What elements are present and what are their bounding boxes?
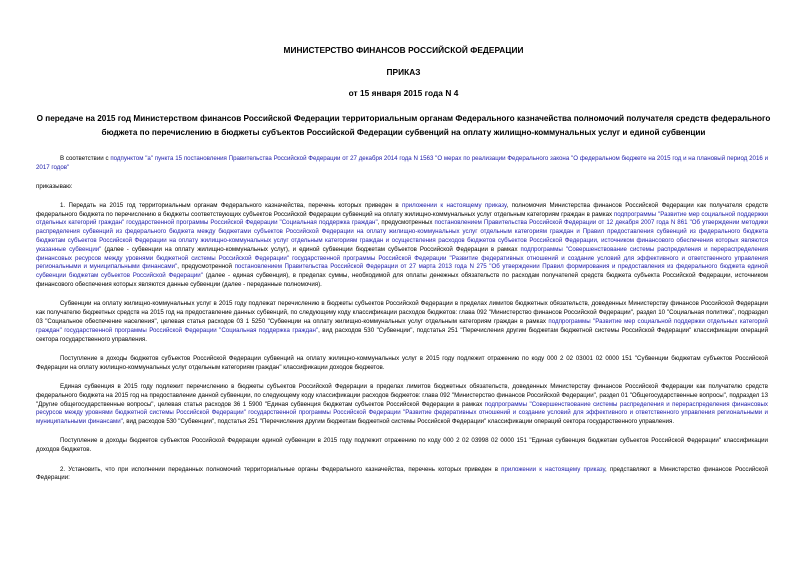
paragraph-item-2 — [36, 466, 768, 484]
link-subprogram-finance-distribution-2[interactable]: подпрограммы "Совершенствование системы распределения и перераспределения финансовых ресурсов между уровнями бюджетной системы Российской Федерации" государственной программы Российской Федерации "Развитие федеративных отношений и создание условий для эффективного и ответственного управления региональными и муниципальными финансами" — [36, 400, 768, 426]
link-subprogram-finance-distribution[interactable]: подпрограммы "Совершенствование системы распределения и перераспределения финансовых ресурсов между уровнями бюджетной системы Российской Федерации" государственной программы Российской Федерации "Развитие федеративных отношений и создание условий для эффективного и ответственного управления региональными и муниципальными финансами" — [36, 245, 768, 271]
ministry-heading: МИНИСТЕРСТВО ФИНАНСОВ РОССИЙСКОЙ ФЕДЕРАЦИИ — [283, 45, 524, 55]
text-run: 2. Установить, что при исполнении переданных полномочий территориальные органы Федерального казначейства, перечень которых приведен в — [60, 465, 502, 473]
link-resolution-1563[interactable]: подпунктом "a" пункта 15 постановления Правительства Российской Федерации от 27 декабря 2014 года N 1563 "О мерах по реализации Федерального закона "О федеральном бюджете на 2015 год и на плановый период 2016 и 2017 годов" — [36, 155, 768, 171]
text-run: (далее - единая субвенция), в пределах суммы, необходимой для оплаты денежных обязательств по расходам получателей средств бюджета субъекта Российской Федерации, источником финансового обеспечения которых являются данные субвенции (далее - переданные полномочия). — [36, 272, 768, 289]
text-run: , вид расходов 530 "Субвенции", подстатья 251 "Перечисления другим бюджетам бюджетной системы Российской Федерации" классификации операций сектора государственного управления. — [122, 418, 675, 426]
text-run: , полномочия Министерства финансов Российской Федерации как получателя средств федерального бюджета по перечислению в бюджеты соответствующих субъектов Российской Федерации субвенций на оплату жилищно-коммунальных услуг отдельным категориям граждан в рамках — [36, 201, 768, 218]
text-run: , предусмотренной — [177, 263, 235, 271]
paragraph-item-1 — [36, 202, 768, 290]
link-subprogram-social-support[interactable]: подпрограммы "Развитие мер социальной поддержки отдельных категорий граждан" государственной программы Российской Федерации "Социальная поддержка граждан" — [36, 210, 768, 227]
text-run: Единая субвенция в 2015 году подлежит перечислению в бюджеты субъектов Российской Федерации в пределах лимитов бюджетных обязательств, доведенных Министерству финансов Российской Федерации как получателю средств федерального бюджета на 2015 год на предоставление данной субвенции, по следующему коду классификации расходов бюджетов: глава 092 "Министерство финансов Российской Федерации", раздел 01 "Общегосударственные вопросы", подраздел 13 "Другие общегосударственные вопросы", целевая статья расходов 36 1 5900 "Единая субвенция бюджетам субъектов Российской Федерации в рамках — [36, 382, 768, 408]
text-run: В соответствии с — [60, 155, 111, 162]
text-run: Субвенции на оплату жилищно-коммунальных услуг в 2015 году подлежат перечислению в бюджеты субъектов Российской Федерации в пределах лимитов бюджетных обязательств, доведенных Министерству финансов Российской Федерации как получателю бюджетных средств на 2015 год на предоставление данных субвенций, по следующему коду классификации расходов бюджетов: глава 092 "Министерство финансов Российской Федерации", раздел 10 "Социальная политика", подраздел 03 "Социальное обеспечение населения", целевая статья расходов 03 1 5250 "Субвенции на оплату жилищно-коммунальных услуг отдельным категориям граждан в рамках — [36, 300, 768, 325]
document-body — [36, 155, 768, 494]
paragraph-revenue-single: Поступление в доходы бюджетов субъектов Российской Федерации единой субвенции в 2015 году подлежит отражению по коду 000 2 02 03998 02 0000 151 "Единая субвенция бюджетам субъектов Российской Федерации" классификации доходов бюджетов. — [36, 437, 768, 454]
paragraph-subventions-housing — [36, 300, 768, 344]
paragraph-revenue-housing: Поступление в доходы бюджетов субъектов Российской Федерации субвенций на оплату жилищно-коммунальных услуг в 2015 году подлежит отражению по коду 000 2 02 03001 02 0000 151 "Субвенции бюджетам субъектов Российской Федерации на оплату жилищно-коммунальных услуг отдельным категориям граждан" классификации доходов бюджетов. — [36, 354, 768, 371]
text-run: , предусмотренных — [377, 219, 435, 227]
link-resolution-861[interactable]: постановлением Правительства Российской Федерации от 12 декабря 2007 года N 861 "Об утверждении методики распределения субвенций из федерального бюджета между бюджетами субъектов Российской Федерации на оплату жилищно-коммунальных услуг отдельным категориям граждан и Правил предоставления субвенций из федерального бюджета бюджетам субъектов Российской Федерации на оплату жилищно-коммунальных услуг отдельным категориям граждан и осуществления расходов бюджетов субъектов Российской Федерации, источником финансового обеспечения которых являются указанные субвенции" — [36, 219, 768, 253]
text-run: (далее - субвенции на оплату жилищно-коммунальных услуг), и единой субвенции бюджетам субъектов Российской Федерации в рамках — [101, 245, 521, 253]
text-run: 1. Передать на 2015 год территориальным органам Федерального казначейства, перечень которых приведен в — [60, 201, 402, 209]
paragraph-single-subvention — [36, 383, 768, 427]
paragraph-preamble — [36, 155, 768, 173]
link-subprogram-social-support-2[interactable]: подпрограммы "Развитие мер социальной поддержки отдельных категорий граждан" государственной программы Российской Федерации "Социальная поддержка граждан" — [36, 317, 768, 334]
date-line: от 15 января 2015 года N 4 — [348, 88, 459, 98]
document-title: О передаче на 2015 год Министерством финансов Российской Федерации территориальным органам Федерального казначейства полномочий получателя средств федерального бюджета по перечислению в бюджеты субъектов Российской Федерации субвенций на оплату жилищно-коммунальных услуг и единой субвенции — [36, 114, 771, 137]
paragraph-order: приказываю: — [36, 183, 73, 191]
link-resolution-275[interactable]: постановлением Правительства Российской Федерации от 27 марта 2013 года N 275 "Об утверждении Правил формирования и предоставления из федерального бюджета единой субвенции бюджетам субъектов Российской Федерации" — [36, 263, 768, 280]
link-appendix[interactable]: приложении к настоящему приказу — [402, 201, 507, 209]
text-run: , представляют в Министерство финансов Российской Федерации: — [36, 465, 768, 482]
text-run: , вид расходов 530 "Субвенции", подстатья 251 "Перечисления другим бюджетам бюджетной системы Российской Федерации" классификации операций сектора государственного управления. — [36, 326, 768, 343]
link-appendix-2[interactable]: приложении к настоящему приказу — [501, 465, 606, 473]
doc-type-heading: ПРИКАЗ — [386, 67, 421, 77]
